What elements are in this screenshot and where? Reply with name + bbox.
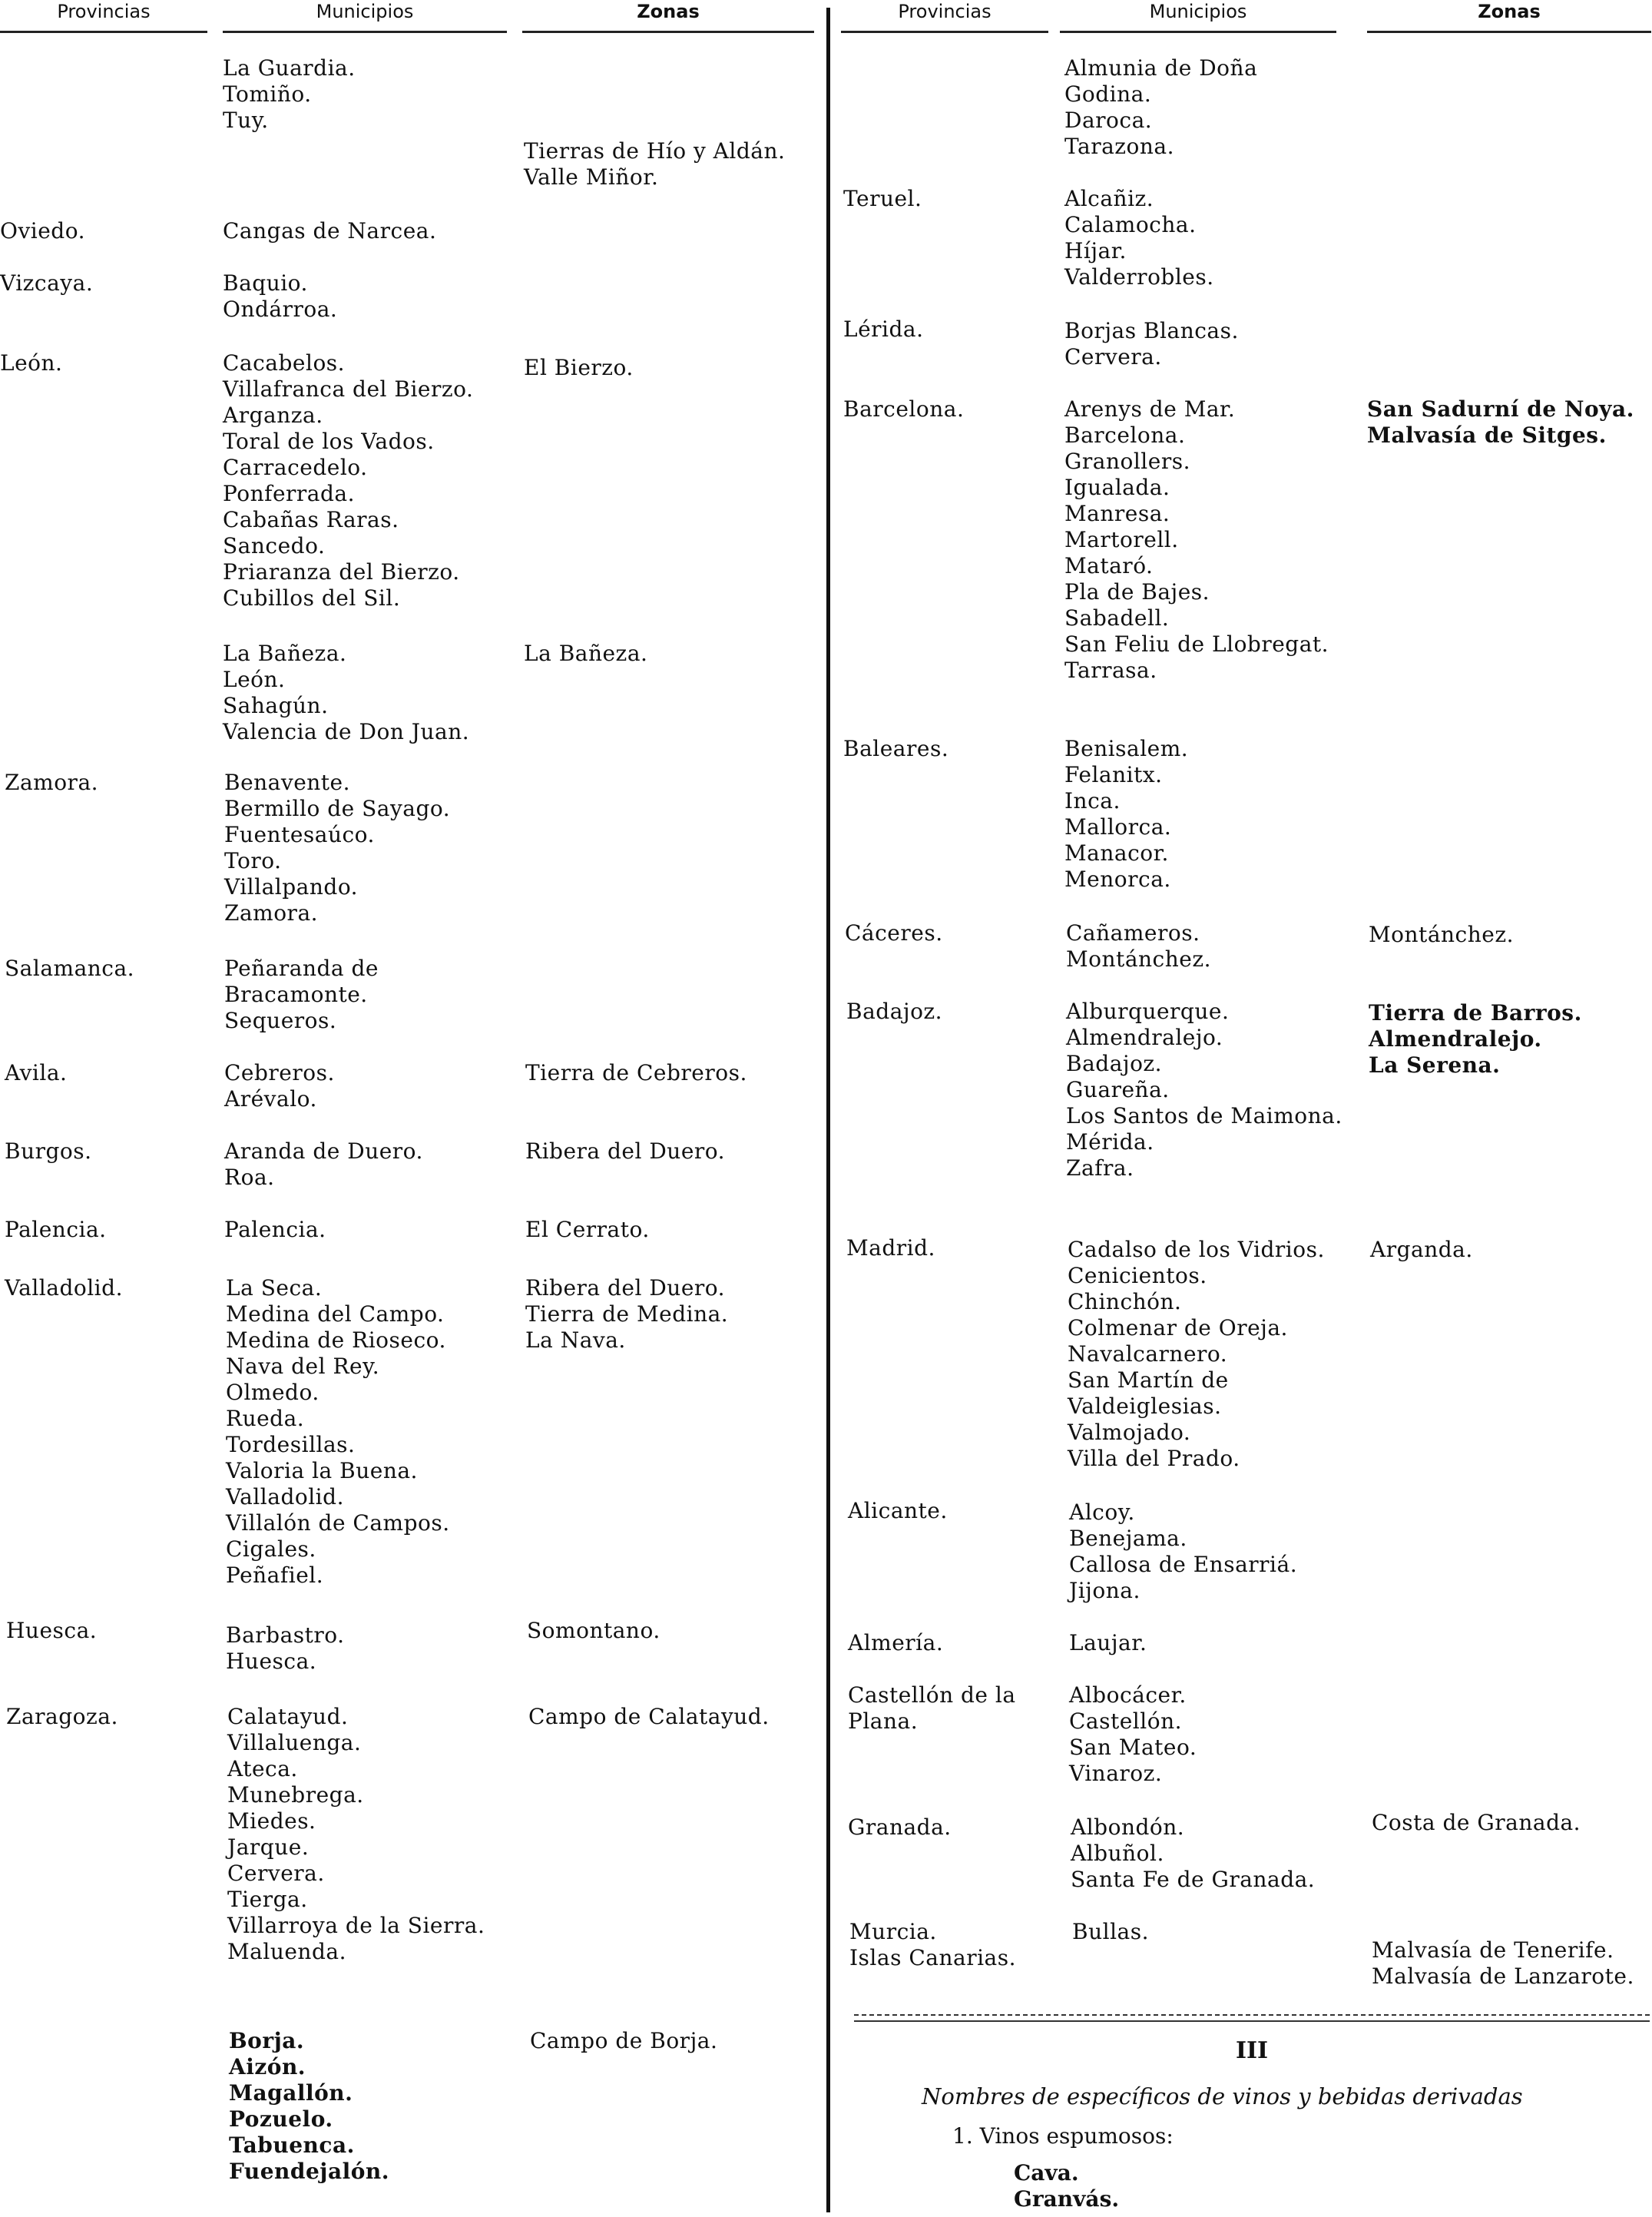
header-zonas-right: Zonas xyxy=(1367,0,1651,33)
right-prov-5: Cáceres. xyxy=(845,920,943,946)
right-muni-4: Benisalem. Felanitx. Inca. Mallorca. Manacor. Menorca. xyxy=(1064,736,1189,892)
right-prov-12: Murcia. Islas Canarias. xyxy=(849,1919,1016,1970)
left-zona-11: Ribera del Duero. Tierra de Medina. La Nava. xyxy=(525,1275,729,1353)
right-prov-10: Castellón de la Plana. xyxy=(848,1682,1016,1734)
left-muni-4: Cacabelos. Villafranca del Bierzo. Arganza. Toral de los Vados. Carracedelo. Ponferrada. Cabañas Raras. Sancedo. Priaranza del Bierzo. Cubillos del Sil. xyxy=(223,350,474,611)
left-muni-13: Calatayud. Villaluenga. Ateca. Munebrega. Miedes. Jarque. Cervera. Tierga. Villarroya de la Sierra. Maluenda. xyxy=(227,1704,485,1964)
right-prov-2: Lérida. xyxy=(843,316,924,342)
right-prov-4: Baleares. xyxy=(843,736,949,761)
left-muni-7: Peñaranda de Bracamonte. Sequeros. xyxy=(224,956,379,1033)
right-zona-12: Malvasía de Tenerife. Malvasía de Lanzarote. xyxy=(1372,1937,1634,1989)
left-zona-10: El Cerrato. xyxy=(525,1217,650,1242)
right-prov-8: Alicante. xyxy=(848,1498,948,1523)
right-prov-7: Madrid. xyxy=(846,1235,935,1261)
right-muni-3: Arenys de Mar. Barcelona. Granollers. Igualada. Manresa. Martorell. Mataró. Pla de Bajes. Sabadell. San Feliu de Llobregat. Tarrasa. xyxy=(1064,396,1329,683)
left-zona-12: Somontano. xyxy=(527,1618,660,1643)
left-muni-9: Aranda de Duero. Roa. xyxy=(224,1138,423,1190)
left-prov-7: Salamanca. xyxy=(5,956,135,981)
left-zona-9: Ribera del Duero. xyxy=(525,1138,726,1164)
header-provincias-left: Provincias xyxy=(0,0,207,33)
left-muni-11: La Seca. Medina del Campo. Medina de Rioseco. Nava del Rey. Olmedo. Rueda. Tordesillas. Valoria la Buena. Valladolid. Villalón de Campos. Cigales. Peñafiel. xyxy=(226,1275,450,1588)
section-number: III xyxy=(1235,2037,1269,2064)
left-prov-13: Zaragoza. xyxy=(6,1704,118,1729)
right-muni-2: Borjas Blancas. Cervera. xyxy=(1064,318,1239,370)
left-zona-13: Campo de Calatayud. xyxy=(528,1704,770,1729)
right-muni-9: Laujar. xyxy=(1069,1630,1147,1655)
left-prov-8: Avila. xyxy=(5,1060,68,1085)
left-prov-4: León. xyxy=(0,350,63,376)
right-zona-3: San Sadurní de Noya. Malvasía de Sitges. xyxy=(1367,396,1634,448)
left-prov-3: Vizcaya. xyxy=(0,270,94,296)
section-title: Nombres de específicos de vinos y bebidas derivadas xyxy=(922,2083,1523,2109)
column-divider xyxy=(826,8,830,2212)
right-zona-11: Costa de Granada. xyxy=(1372,1810,1581,1835)
right-zona-5: Montánchez. xyxy=(1369,922,1514,947)
right-muni-10: Albocácer. Castellón. San Mateo. Vinaroz. xyxy=(1069,1682,1197,1786)
right-prov-6: Badajoz. xyxy=(846,999,943,1024)
left-prov-12: Huesca. xyxy=(6,1618,98,1643)
left-prov-11: Valladolid. xyxy=(5,1275,123,1301)
right-muni-1: Alcañiz. Calamocha. Híjar. Valderrobles. xyxy=(1064,186,1214,290)
section-entry-granvas: Granvás. xyxy=(1014,2186,1120,2212)
header-municipios-left: Municipios xyxy=(223,0,507,33)
right-muni-8: Alcoy. Benejama. Callosa de Ensarriá. Jijona. xyxy=(1069,1500,1298,1603)
left-zona-1: Tierras de Hío y Aldán. Valle Miñor. xyxy=(524,138,786,190)
left-muni-12: Barbastro. Huesca. xyxy=(226,1622,345,1674)
section-item: 1. Vinos espumosos: xyxy=(952,2123,1174,2149)
left-muni-8: Cebreros. Arévalo. xyxy=(224,1060,335,1112)
right-muni-6: Alburquerque. Almendralejo. Badajoz. Guareña. Los Santos de Maimona. Mérida. Zafra. xyxy=(1066,999,1342,1181)
right-muni-11: Albondón. Albuñol. Santa Fe de Granada. xyxy=(1071,1814,1316,1892)
left-muni-14: Borja. Aizón. Magallón. Pozuelo. Tabuenca. Fuendejalón. xyxy=(229,2028,389,2184)
separator-solid xyxy=(854,2020,1650,2022)
header-zonas-left: Zonas xyxy=(522,0,814,33)
left-muni-2: Cangas de Narcea. xyxy=(223,218,437,244)
left-prov-10: Palencia. xyxy=(5,1217,107,1242)
left-muni-6: Benavente. Bermillo de Sayago. Fuentesaúco. Toro. Villalpando. Zamora. xyxy=(224,770,451,926)
header-municipios-right: Municipios xyxy=(1060,0,1336,33)
left-muni-5: La Bañeza. León. Sahagún. Valencia de Don Juan. xyxy=(223,641,470,744)
right-muni-0: Almunia de Doña Godina. Daroca. Tarazona. xyxy=(1064,55,1258,159)
right-prov-9: Almería. xyxy=(848,1630,944,1655)
left-prov-6: Zamora. xyxy=(5,770,99,795)
left-zona-14: Campo de Borja. xyxy=(530,2028,718,2053)
right-muni-7: Cadalso de los Vidrios. Cenicientos. Chinchón. Colmenar de Oreja. Navalcarnero. San Martín de Valdeiglesias. Valmojado. Villa del Prado. xyxy=(1068,1237,1325,1471)
left-prov-2: Oviedo. xyxy=(0,218,85,244)
left-prov-9: Burgos. xyxy=(5,1138,92,1164)
left-muni-3: Baquio. Ondárroa. xyxy=(223,270,338,322)
separator-dashed xyxy=(854,2014,1650,2016)
header-provincias-right: Provincias xyxy=(841,0,1048,33)
right-prov-11: Granada. xyxy=(848,1814,952,1840)
right-zona-7: Arganda. xyxy=(1370,1237,1473,1262)
left-zona-5: La Bañeza. xyxy=(524,641,648,666)
right-zona-6: Tierra de Barros. Almendralejo. La Serena. xyxy=(1369,1000,1582,1078)
left-zona-8: Tierra de Cebreros. xyxy=(525,1060,747,1085)
right-prov-3: Barcelona. xyxy=(843,396,965,422)
section-entry-cava: Cava. xyxy=(1014,2160,1079,2186)
left-muni-0: La Guardia. Tomiño. Tuy. xyxy=(223,55,356,133)
left-zona-4: El Bierzo. xyxy=(524,355,634,380)
left-muni-10: Palencia. xyxy=(224,1217,326,1242)
right-prov-1: Teruel. xyxy=(843,186,922,211)
right-muni-5: Cañameros. Montánchez. xyxy=(1066,920,1211,972)
right-muni-12: Bullas. xyxy=(1072,1919,1149,1944)
